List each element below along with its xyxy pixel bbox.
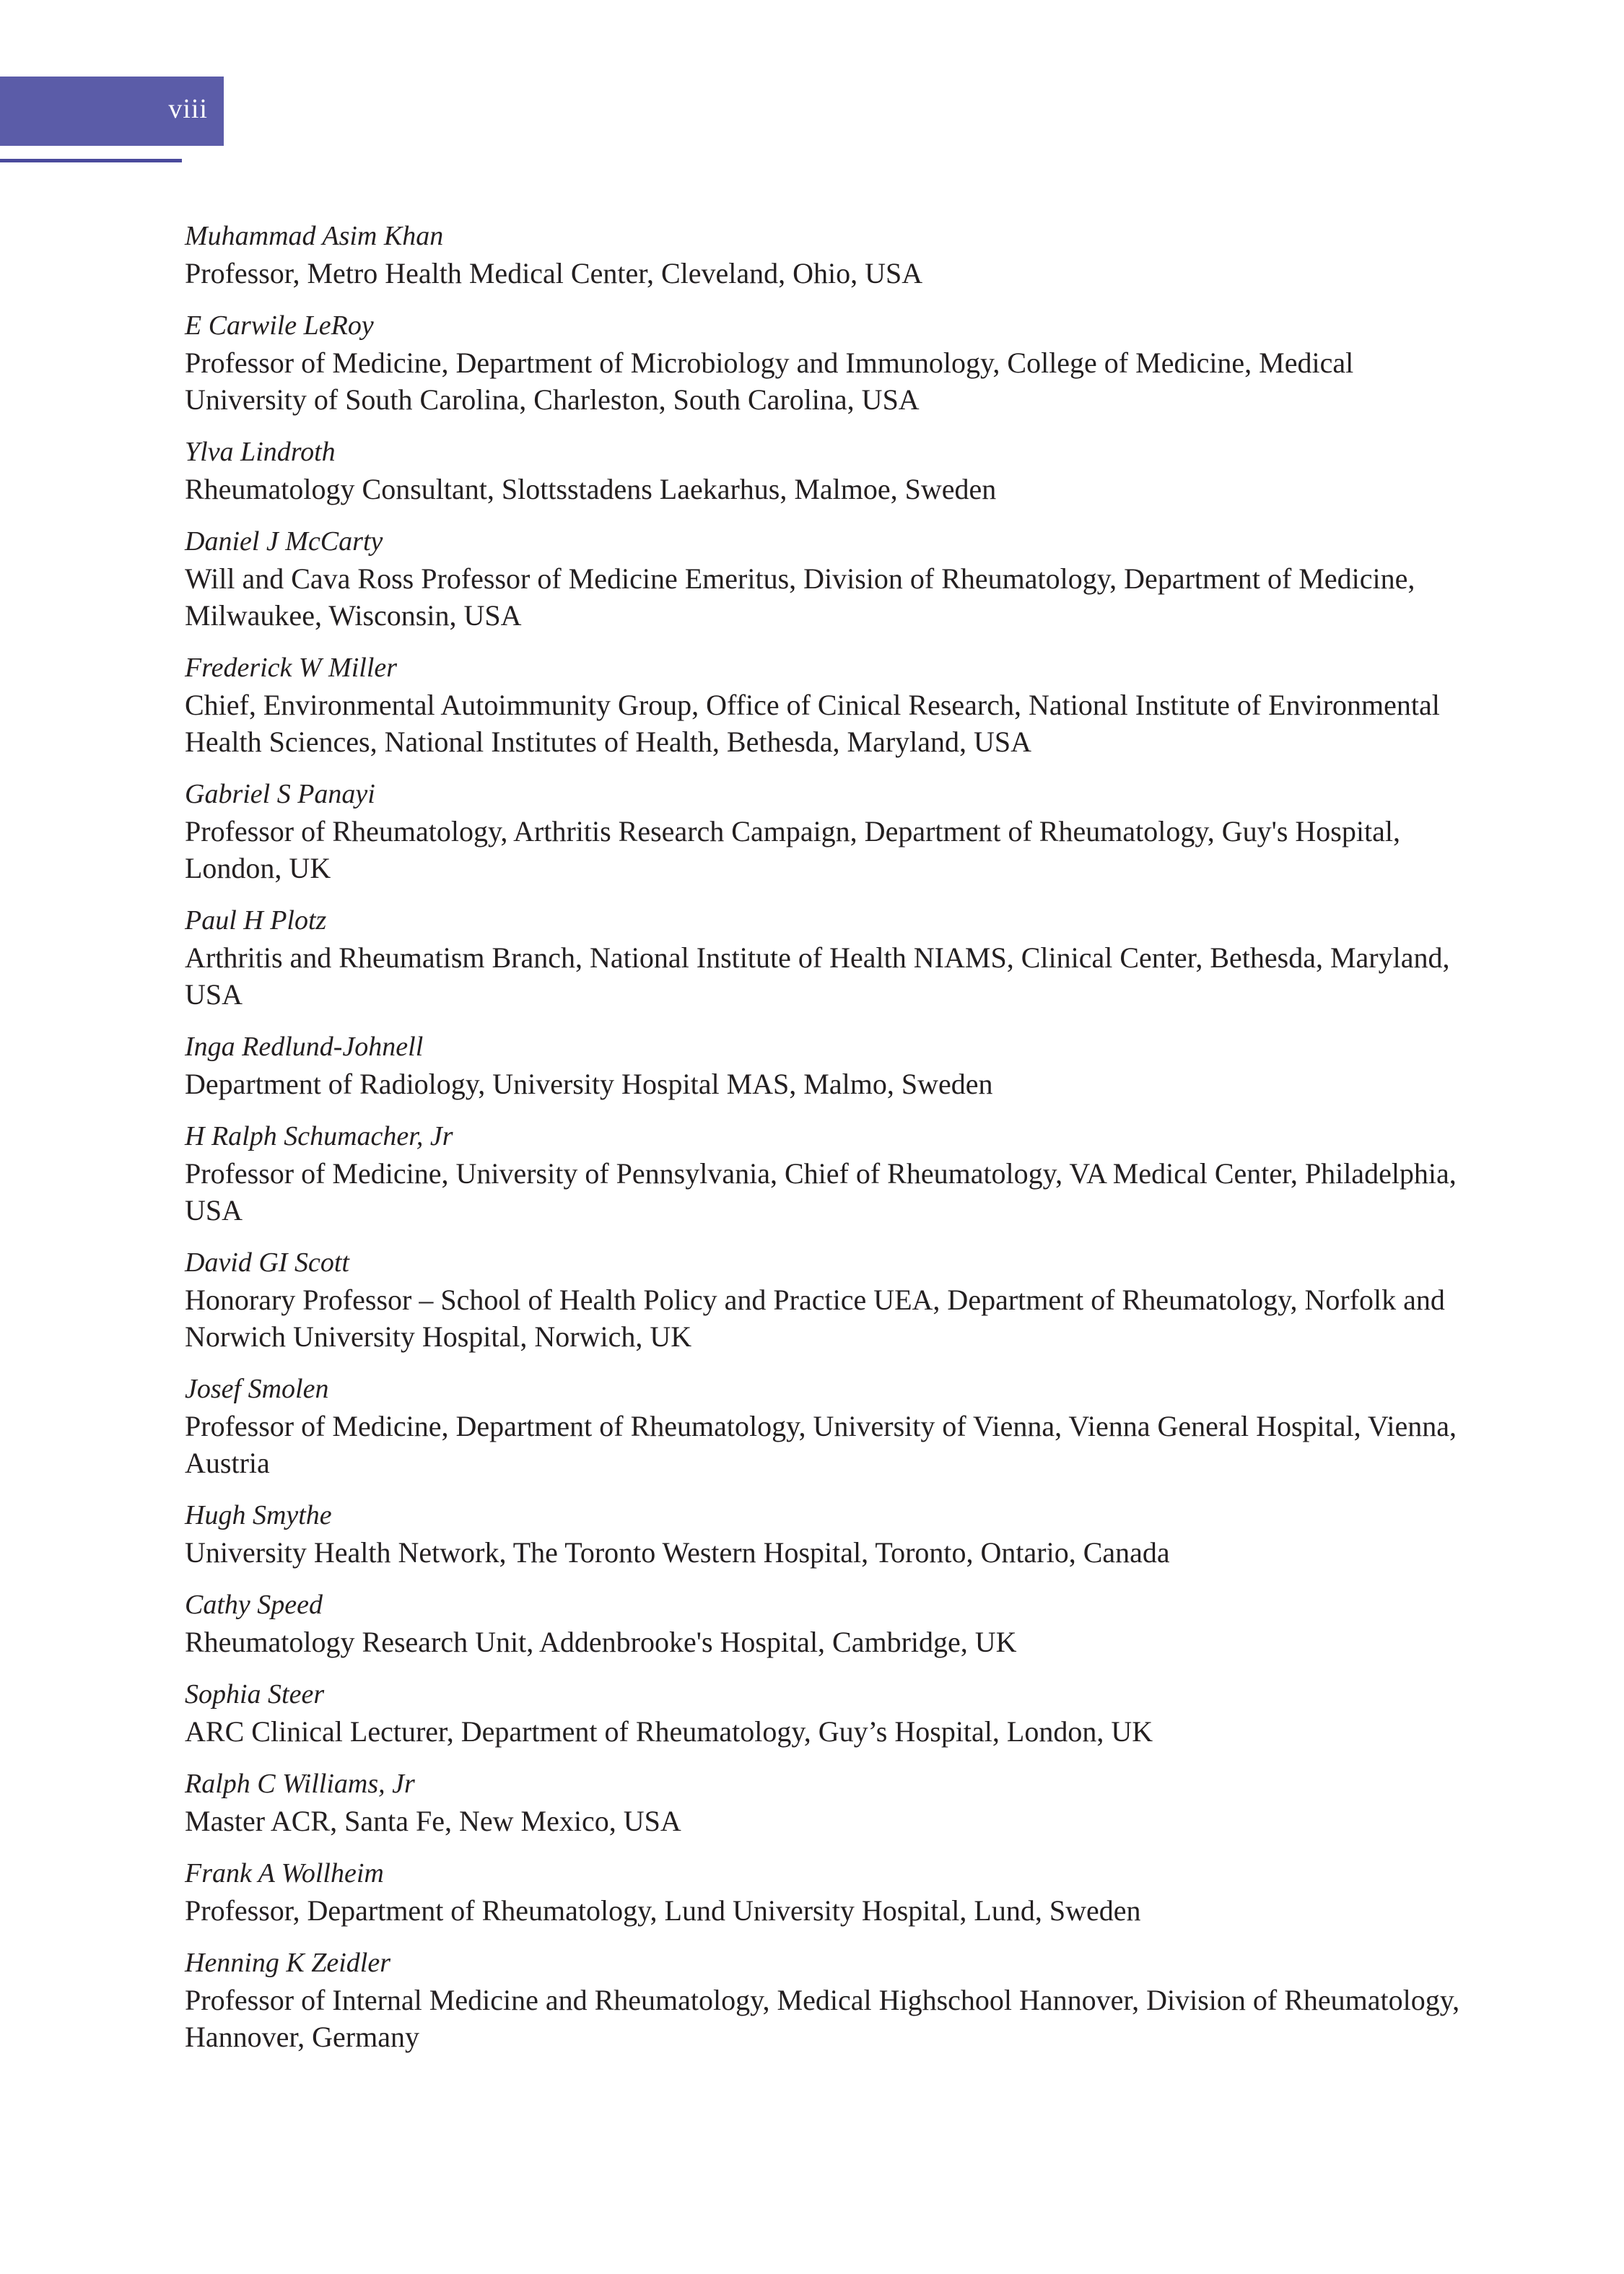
contributor-affiliation: ARC Clinical Lecturer, Department of Rheumatology, Guy’s Hospital, London, UK: [185, 1715, 1153, 1748]
contributor-entry: [185, 1118, 1477, 1229]
contributor-entry: [185, 308, 1477, 418]
page-number-tab: [0, 77, 224, 146]
contributor-affiliation: Rheumatology Consultant, Slottsstadens Laekarhus, Malmoe, Sweden: [185, 473, 997, 505]
contributor-name: Ralph C Williams, Jr: [185, 1769, 415, 1799]
contributor-affiliation: Rheumatology Research Unit, Addenbrooke's Hospital, Cambridge, UK: [185, 1626, 1017, 1658]
contributor-affiliation: Master ACR, Santa Fe, New Mexico, USA: [185, 1805, 681, 1837]
contributor-name: David GI Scott: [185, 1247, 349, 1278]
contributor-affiliation: Professor of Medicine, University of Pennsylvania, Chief of Rheumatology, VA Medical Center, Philadelphia, USA: [185, 1157, 1457, 1227]
contributor-affiliation: Professor of Rheumatology, Arthritis Research Campaign, Department of Rheumatology, Guy's Hospital, London, UK: [185, 815, 1400, 884]
contributor-entry: [185, 1245, 1477, 1355]
contributor-name: Paul H Plotz: [185, 905, 327, 936]
contributor-name: Muhammad Asim Khan: [185, 221, 444, 251]
contributor-name: Cathy Speed: [185, 1590, 323, 1620]
contributor-name: Sophia Steer: [185, 1679, 325, 1709]
contributor-name: Henning K Zeidler: [185, 1948, 390, 1978]
contributor-name: Gabriel S Panayi: [185, 779, 375, 809]
contributor-entry: [185, 1497, 1477, 1571]
header-rule: [0, 159, 182, 162]
contributor-name: Hugh Smythe: [185, 1500, 332, 1530]
contributor-entry: [185, 1587, 1477, 1660]
contributor-entry: [185, 1855, 1477, 1929]
contributor-entry: [185, 776, 1477, 886]
contributor-affiliation: Arthritis and Rheumatism Branch, National Institute of Health NIAMS, Clinical Center, Bethesda, Maryland, USA: [185, 941, 1450, 1011]
contributor-entry: [185, 434, 1477, 507]
contributor-entry: [185, 1029, 1477, 1102]
contributor-affiliation: Professor of Medicine, Department of Microbiology and Immunology, College of Medicine, Medical University of South Carolina, Charleston, South Carolina, USA: [185, 347, 1354, 416]
contributor-entry: [185, 1945, 1477, 2055]
contributor-affiliation: Will and Cava Ross Professor of Medicine Emeritus, Division of Rheumatology, Department of Medicine, Milwaukee, Wisconsin, USA: [185, 562, 1415, 632]
contributor-affiliation: Honorary Professor – School of Health Policy and Practice UEA, Department of Rheumatology, Norfolk and Norwich University Hospital, Norwich, UK: [185, 1284, 1445, 1353]
contributor-affiliation: Professor, Department of Rheumatology, Lund University Hospital, Lund, Sweden: [185, 1894, 1141, 1927]
page-number: viii: [168, 94, 208, 124]
contributor-affiliation: Department of Radiology, University Hospital MAS, Malmo, Sweden: [185, 1068, 993, 1100]
contributor-name: Inga Redlund-Johnell: [185, 1032, 424, 1062]
contributor-entry: [185, 1766, 1477, 1839]
contributor-entry: [185, 1371, 1477, 1481]
contributor-affiliation: University Health Network, The Toronto Western Hospital, Toronto, Ontario, Canada: [185, 1536, 1170, 1569]
contributor-name: Frederick W Miller: [185, 653, 398, 683]
contributor-name: Daniel J McCarty: [185, 526, 383, 557]
contributor-entry: [185, 902, 1477, 1013]
contributor-name: Ylva Lindroth: [185, 437, 336, 467]
contributor-affiliation: Professor, Metro Health Medical Center, Cleveland, Ohio, USA: [185, 257, 923, 289]
contributor-affiliation: Professor of Internal Medicine and Rheumatology, Medical Highschool Hannover, Division of Rheumatology, Hannover, Germany: [185, 1984, 1460, 2053]
contributor-entry: [185, 650, 1477, 760]
contributor-name: Josef Smolen: [185, 1374, 329, 1404]
contributor-entry: [185, 218, 1477, 292]
contributor-name: Frank A Wollheim: [185, 1858, 384, 1889]
contributor-entry: [185, 523, 1477, 634]
contributor-list: [185, 218, 1477, 2071]
contributor-name: E Carwile LeRoy: [185, 310, 374, 341]
contributor-entry: [185, 1676, 1477, 1750]
contributor-name: H Ralph Schumacher, Jr: [185, 1121, 453, 1151]
contributor-affiliation: Chief, Environmental Autoimmunity Group, Office of Cinical Research, National Institute of Environmental Health Sciences, National Institutes of Health, Bethesda, Maryland, USA: [185, 689, 1440, 758]
contributor-affiliation: Professor of Medicine, Department of Rheumatology, University of Vienna, Vienna General Hospital, Vienna, Austria: [185, 1410, 1457, 1479]
